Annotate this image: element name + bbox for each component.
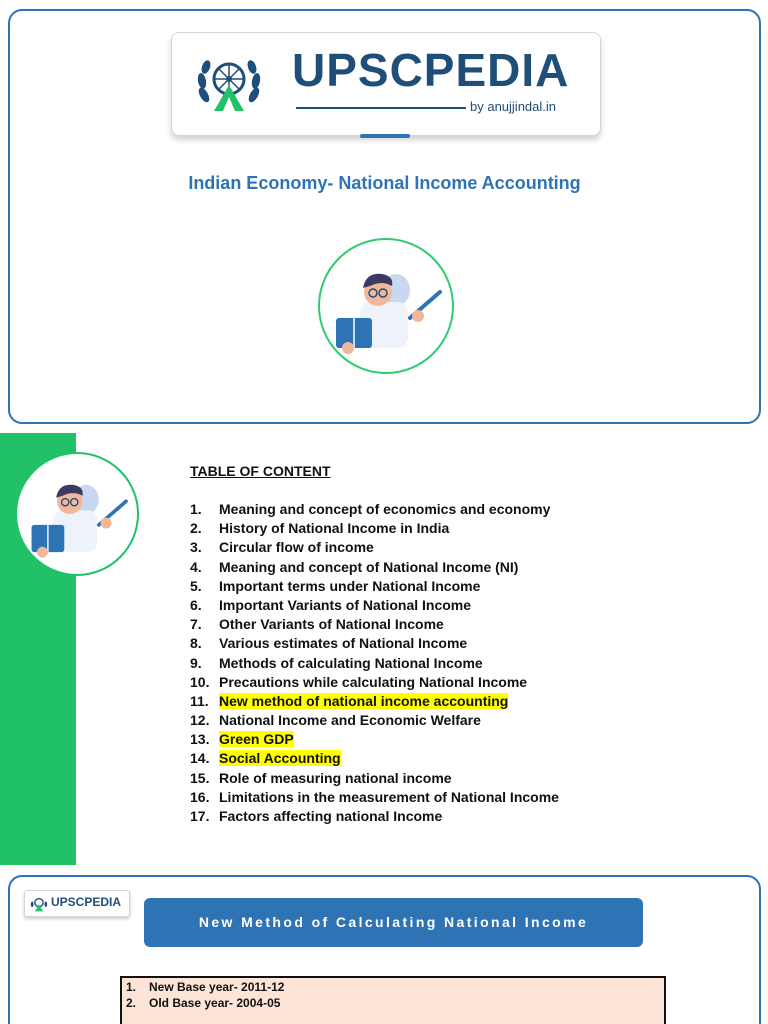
toc-number: 12. xyxy=(190,712,210,729)
teacher-illustration-icon xyxy=(17,454,137,574)
item-number: 1. xyxy=(126,980,137,994)
list-item xyxy=(122,979,664,995)
toc-number: 5. xyxy=(190,577,202,594)
list-item xyxy=(190,558,610,577)
toc-list xyxy=(190,500,610,826)
list-item xyxy=(190,769,610,788)
toc-text: Precautions while calculating National Income xyxy=(219,673,528,690)
toc-number: 7. xyxy=(190,616,202,633)
section-banner: New Method of Calculating National Income xyxy=(144,898,643,947)
title-slide xyxy=(8,9,761,424)
toc-number: 10. xyxy=(190,673,210,690)
list-item xyxy=(190,596,610,615)
mini-logo xyxy=(24,890,130,917)
list-item xyxy=(190,692,610,711)
toc-text: Meaning and concept of National Income (NI) xyxy=(219,558,519,575)
list-item xyxy=(122,995,664,1011)
base-year-box xyxy=(120,976,666,1024)
toc-number: 13. xyxy=(190,731,210,748)
toc-text: Role of measuring national income xyxy=(219,769,452,786)
toc-text: Limitations in the measurement of National Income xyxy=(219,788,559,805)
logo-accent-bar xyxy=(360,134,410,138)
list-item xyxy=(190,519,610,538)
toc-text: Important Variants of National Income xyxy=(219,596,472,613)
list-item xyxy=(190,749,610,768)
list-item xyxy=(190,500,610,519)
toc-text: Methods of calculating National Income xyxy=(219,654,483,671)
item-text: New Base year- 2011-12 xyxy=(149,980,285,994)
mini-brand-name: UPSCPEDIA xyxy=(51,895,122,909)
logo-card xyxy=(171,32,601,136)
toc-number: 2. xyxy=(190,520,202,537)
toc-text: Other Variants of National Income xyxy=(219,616,444,633)
toc-text: Meaning and concept of economics and economy xyxy=(219,501,551,517)
toc-number: 16. xyxy=(190,788,210,805)
list-item xyxy=(190,788,610,807)
new-method-slide xyxy=(8,875,761,1024)
toc-text: Factors affecting national Income xyxy=(219,808,443,824)
toc-number: 1. xyxy=(190,501,202,517)
page-title: Indian Economy- National Income Accounting xyxy=(188,173,581,193)
toc-text: Various estimates of National Income xyxy=(219,635,468,652)
toc-number: 4. xyxy=(190,558,202,575)
toc-text: History of National Income in India xyxy=(219,520,450,537)
toc-number: 15. xyxy=(190,769,210,786)
toc-heading: TABLE OF CONTENT xyxy=(190,463,331,479)
toc-number: 9. xyxy=(190,654,202,671)
toc-text: Important terms under National Income xyxy=(219,577,481,594)
list-item xyxy=(190,730,610,749)
item-number: 2. xyxy=(126,996,137,1010)
toc-text: Circular flow of income xyxy=(219,539,374,556)
toc-number: 17. xyxy=(190,808,210,824)
brand-underline xyxy=(296,107,466,109)
toc-text: National Income and Economic Welfare xyxy=(219,712,481,729)
toc-number: 3. xyxy=(190,539,202,556)
list-item xyxy=(190,538,610,557)
list-item xyxy=(190,577,610,596)
toc-text-highlighted: Social Accounting xyxy=(219,750,341,767)
toc-text-highlighted: Green GDP xyxy=(219,731,294,748)
toc-text-highlighted: New method of national income accounting xyxy=(219,692,509,709)
list-item xyxy=(190,673,610,692)
brand-name: UPSCPEDIA xyxy=(292,44,570,96)
teacher-avatar-small xyxy=(15,452,139,576)
toc-number: 8. xyxy=(190,635,202,652)
ashoka-emblem-icon xyxy=(29,895,49,913)
item-text: Old Base year- 2004-05 xyxy=(149,996,281,1010)
toc-number: 14. xyxy=(190,750,210,767)
list-item xyxy=(190,807,610,826)
list-item xyxy=(190,615,610,634)
teacher-illustration-icon xyxy=(320,240,452,372)
toc-number: 11. xyxy=(190,692,209,709)
toc-number: 6. xyxy=(190,596,202,613)
brand-byline: by anujjindal.in xyxy=(470,99,557,114)
ashoka-emblem-icon xyxy=(196,51,262,117)
teacher-avatar xyxy=(318,238,454,374)
list-item xyxy=(190,654,610,673)
list-item xyxy=(190,711,610,730)
list-item xyxy=(190,634,610,653)
